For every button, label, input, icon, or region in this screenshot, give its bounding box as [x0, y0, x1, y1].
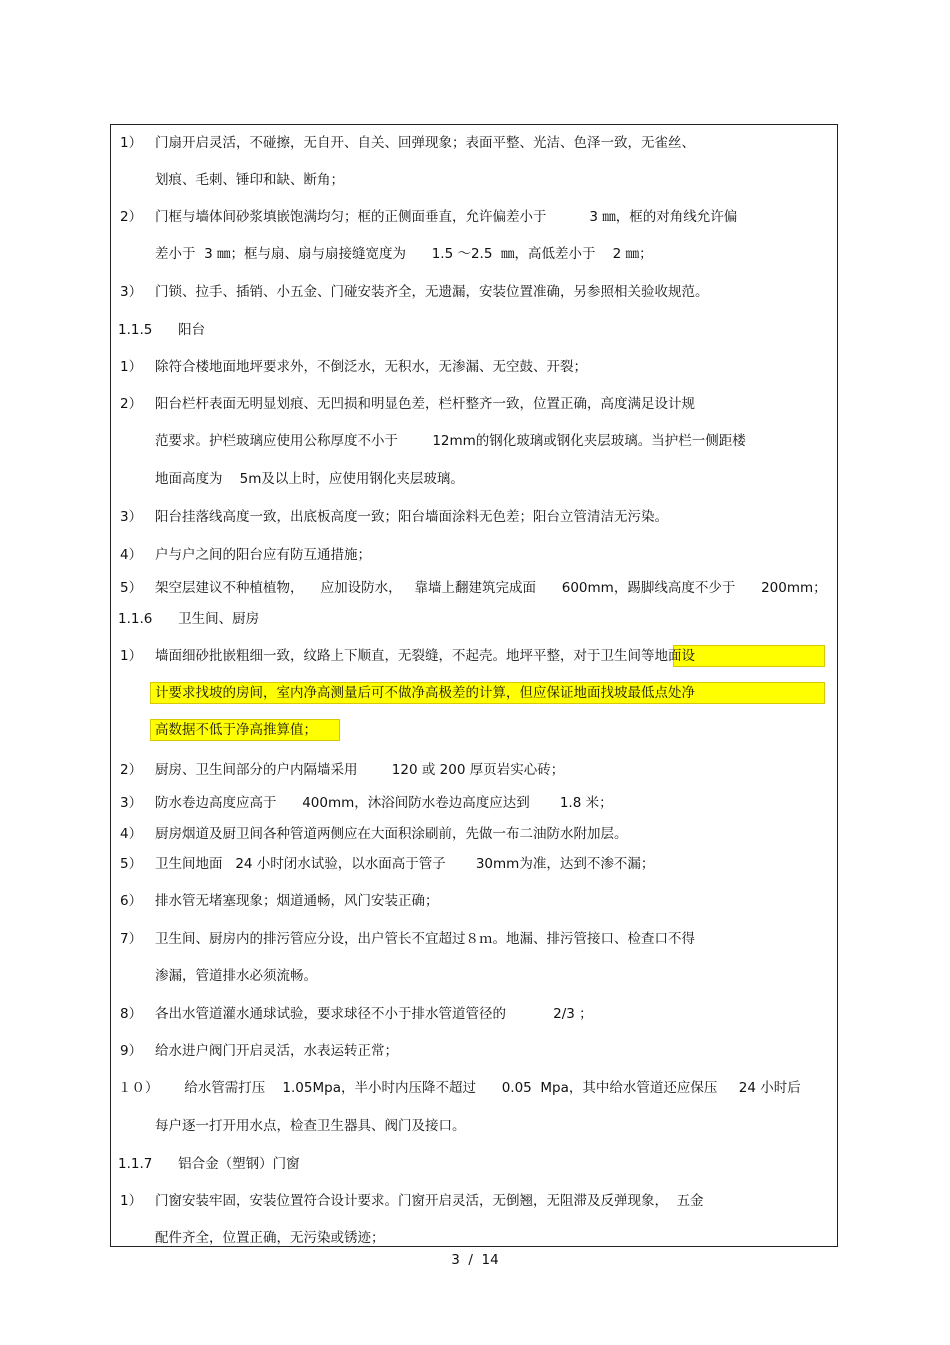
text-line: 9） 给水进户阀门开启灵活，水表运转正常； [120, 1043, 398, 1059]
text-line: 5） 架空层建议不种植植物， 应加设防水， 靠墙上翻建筑完成面 600mm，踢脚线高度不少于 200mm； [120, 580, 827, 596]
text-line: 1） 门扇开启灵活，不碰擦，无自开、自关、回弹现象；表面平整、光洁、色泽一致，无雀丝、 [120, 135, 695, 151]
text-line: 2） 阳台栏杆表面无明显划痕、无凹损和明显色差，栏杆整齐一致，位置正确，高度满足设计规 [120, 396, 695, 412]
text-line: 3） 防水卷边高度应高于 400mm，沐浴间防水卷边高度应达到 1.8 米； [120, 795, 613, 811]
text-line: 8） 各出水管道灌水通球试验，要求球径不小于排水管道管径的 2/3 ； [120, 1006, 593, 1022]
text-line: 2） 厨房、卫生间部分的户内隔墙采用 120 或 200 厚页岩实心砖； [120, 762, 565, 778]
text-line: 划痕、毛刺、锤印和缺、断角； [155, 172, 344, 188]
section-heading: 1.1.6 卫生间、厨房 [118, 611, 260, 627]
text-line: 1） 墙面细砂批嵌粗细一致，纹路上下顺直，无裂缝，不起壳。地坪平整，对于卫生间等地面设 [120, 648, 695, 664]
highlight-1 [673, 645, 825, 667]
text-line: 地面高度为 5m及以上时，应使用钢化夹层玻璃。 [155, 471, 464, 487]
text-line: 渗漏，管道排水必须流畅。 [155, 968, 317, 984]
text-line: 6） 排水管无堵塞现象；烟道通畅，风门安装正确； [120, 893, 439, 909]
text-line: 差小于 3 ㎜；框与扇、扇与扇接缝宽度为 1.5 ～2.5 ㎜，高低差小于 2 ㎜； [155, 246, 653, 262]
text-line: １０） 给水管需打压 1.05Mpa，半小时内压降不超过 0.05 Mpa，其中给水管道还应保压 24 小时后 [118, 1080, 801, 1096]
text-line: 3） 阳台挂落线高度一致，出底板高度一致；阳台墙面涂料无色差；阳台立管清洁无污染。 [120, 509, 668, 525]
text-line: 计要求找坡的房间，室内净高测量后可不做净高极差的计算，但应保证地面找坡最低点处净 [155, 685, 695, 701]
text-line: 范要求。护栏玻璃应使用公称厚度不小于 12mm的钢化玻璃或钢化夹层玻璃。当护栏一侧距楼 [155, 433, 746, 449]
text-line: 高数据不低于净高推算值； [155, 722, 317, 738]
text-line: 4） 厨房烟道及厨卫间各种管道两侧应在大面积涂刷前，先做一布二油防水附加层。 [120, 826, 628, 842]
text-line: 每户逐一打开用水点，检查卫生器具、阀门及接口。 [155, 1118, 466, 1134]
text-line: 7） 卫生间、厨房内的排污管应分设，出户管长不宜超过８ｍ。地漏、排污管接口、检查口不得 [120, 931, 695, 947]
text-line: 配件齐全，位置正确，无污染或锈迹； [155, 1230, 385, 1246]
text-line: 3） 门锁、拉手、插销、小五金、门碰安装齐全，无遗漏，安装位置准确，另参照相关验收规范。 [120, 284, 709, 300]
section-heading: 1.1.5 阳台 [118, 322, 206, 338]
text-line: 2） 门框与墙体间砂浆填嵌饱满均匀；框的正侧面垂直，允许偏差小于 3 ㎜，框的对角线允许偏 [120, 209, 738, 225]
text-line: 4） 户与户之间的阳台应有防互通措施； [120, 547, 371, 563]
text-line: 1） 门窗安装牢固，安装位置符合设计要求。门窗开启灵活，无倒翘，无阻滞及反弹现象， 五金 [120, 1193, 704, 1209]
text-line: 5） 卫生间地面 24 小时闭水试验，以水面高于管子 30mm为准，达到不渗不漏； [120, 856, 655, 872]
text-line: 1） 除符合楼地面地坪要求外，不倒泛水，无积水，无渗漏、无空鼓、开裂； [120, 359, 587, 375]
page-indicator: 3 / 14 [451, 1252, 499, 1268]
section-heading: 1.1.7 铝合金（塑钢）门窗 [118, 1156, 300, 1172]
